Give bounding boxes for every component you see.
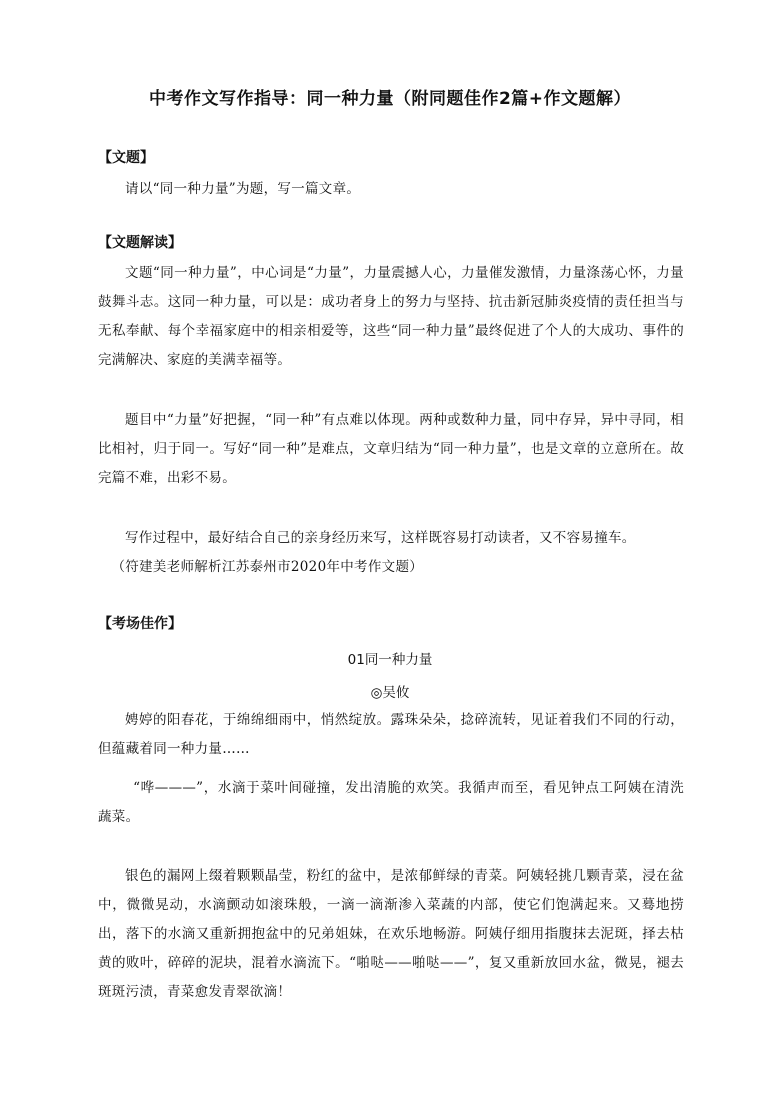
analysis-heading: 【文题解读】 <box>98 235 182 251</box>
prompt-text: 请以“同一种力量”为题，写一篇文章。 <box>125 181 361 197</box>
essay-paragraph-1: 娉婷的阳春花，于绵绵细雨中，悄然绽放。露珠朵朵，捻碎流转，见证着我们不同的行动，但蕴藏着同一种力量…… <box>98 712 684 757</box>
essay-paragraph-2: “哗———”，水滴于菜叶间碰撞，发出清脆的欢笑。我循声而至，看见钟点工阿姨在清洗蔬菜。 <box>98 780 684 825</box>
essay-title: 01同一种力量 <box>347 652 433 668</box>
essay-heading: 【考场佳作】 <box>98 616 182 632</box>
analysis-source-note: （符建美老师解析江苏泰州市2020年中考作文题） <box>111 559 424 575</box>
essay-paragraph-3: 银色的漏网上缀着颗颗晶莹，粉红的盆中，是浓郁鲜绿的青菜。阿姨轻挑几颗青菜，浸在盆中，微微晃动，水滴颤动如滚珠般，一滴一滴渐渗入菜蔬的内部，使它们饱满起来。又蓦地捞出，落下的水滴又重新拥抱盆中的兄弟姐妹，在欢乐地畅游。阿姨仔细用指腹抹去泥斑，择去枯黄的败叶，碎碎的泥块，混着水滴流下。“啪哒——啪哒——”，复又重新放回水盆，微晃，褪去斑斑污渍，青菜愈发青翠欲滴！ <box>98 868 684 1000</box>
essay-author: ◎吴攸 <box>370 685 410 701</box>
analysis-paragraph-3: 写作过程中，最好结合自己的亲身经历来写，这样既容易打动读者，又不容易撞车。 <box>125 530 636 546</box>
prompt-heading: 【文题】 <box>98 150 154 166</box>
analysis-paragraph-2: 题目中“力量”好把握，“同一种”有点难以体现。两种或数种力量，同中存异，异中寻同，相比相衬，归于同一。写好“同一种”是难点，文章归结为“同一种力量”，也是文章的立意所在。故完篇不难，出彩不易。 <box>98 412 684 486</box>
analysis-paragraph-1: 文题“同一种力量”，中心词是“力量”，力量震撼人心，力量催发激情，力量涤荡心怀，力量鼓舞斗志。这同一种力量，可以是：成功者身上的努力与坚持、抗击新冠肺炎疫情的责任担当与无私奉献、每个幸福家庭中的相亲相爱等，这些“同一种力量”最终促进了个人的大成功、事件的完满解决、家庭的美满幸福等。 <box>98 265 684 368</box>
document-title: 中考作文写作指导：同一种力量（附同题佳作2篇+作文题解） <box>148 89 632 109</box>
